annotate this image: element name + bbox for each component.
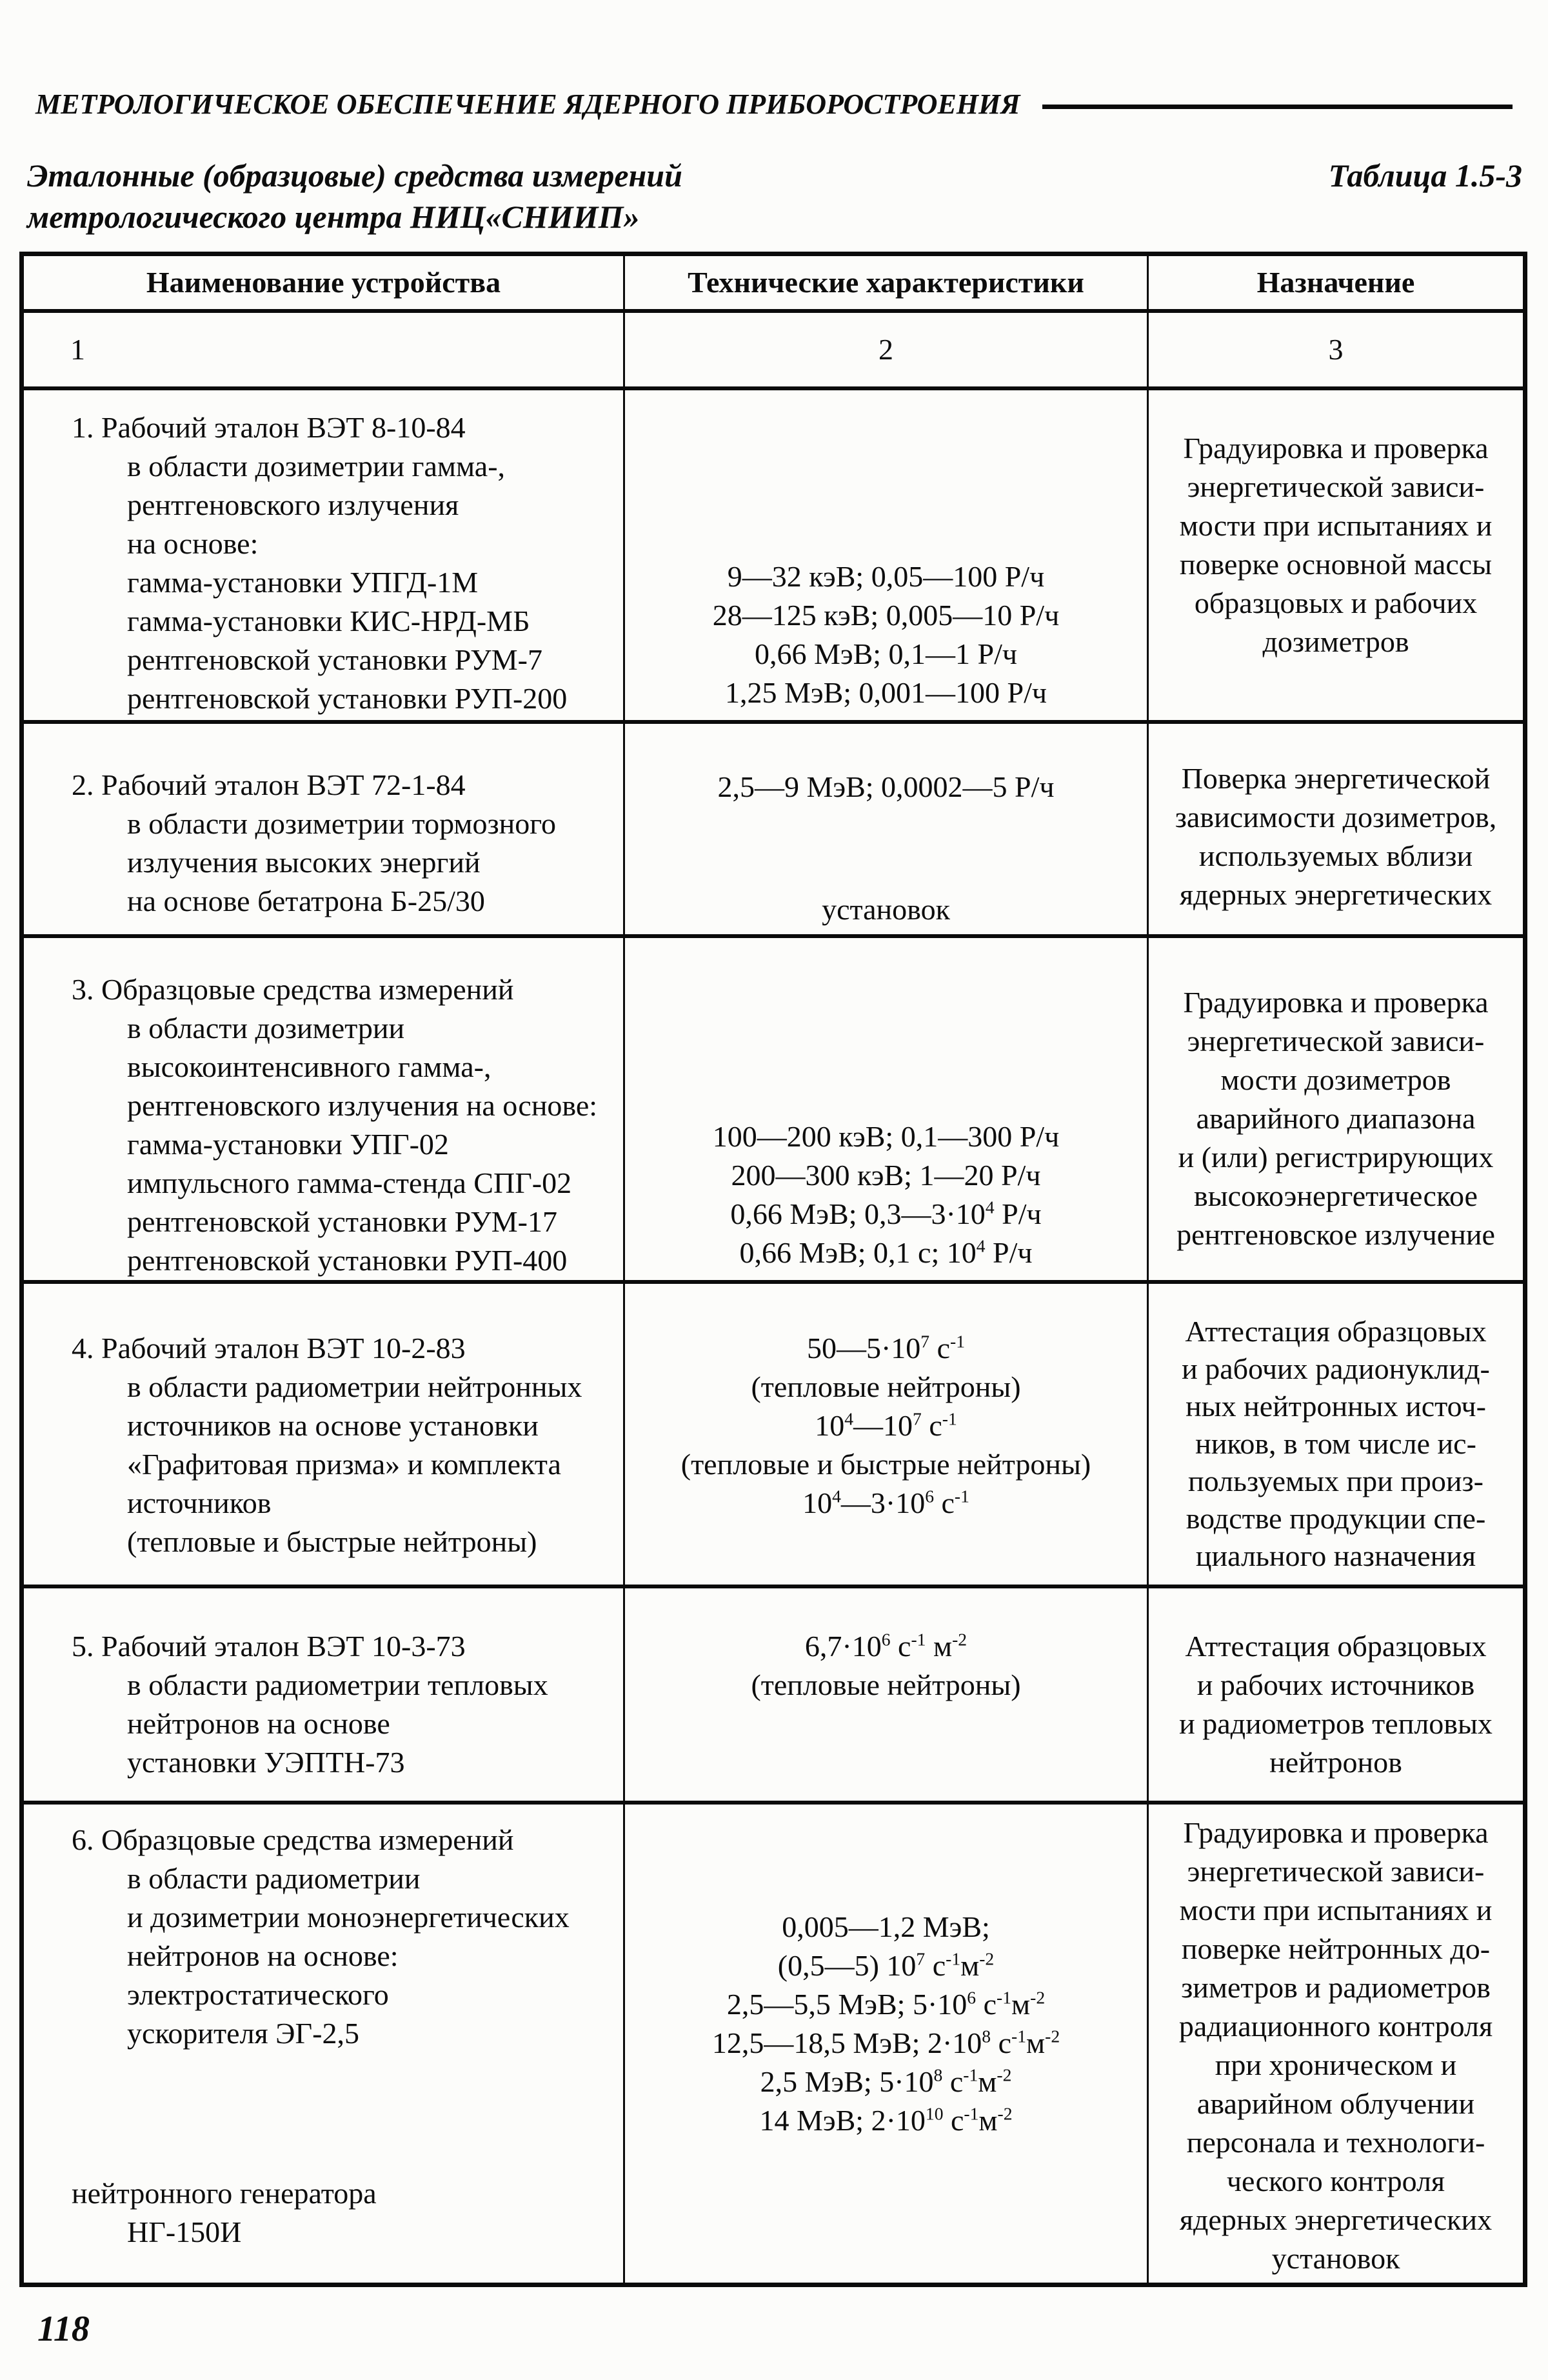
text-line: 200—300 кэВ; 1—20 Р/ч [731,1159,1041,1192]
specs-cell [625,1805,1149,2283]
text-line: электростатического [127,1978,389,2011]
running-header-text: МЕТРОЛОГИЧЕСКОЕ ОБЕСПЕЧЕНИЕ ЯДЕРНОГО ПРИБОРОСТРОЕНИЯ [35,88,1020,120]
purpose-lines [1155,759,1516,914]
text-line: гамма-установки КИС-НРД-МБ [127,605,530,637]
text-line: ядерных энергетических [1179,878,1493,911]
specs-lines [633,557,1139,712]
text-line: (0,5—5) $10^7$ $с^{-1}м^{-2}$ [777,1948,995,1982]
text-line: 6. Образцовые средства измерений [72,1823,514,1856]
purpose-cell [1149,1805,1523,2283]
text-line: и рабочих радионуклид- [1182,1352,1490,1385]
specs-lines [633,1627,1139,1705]
text-line: 5. Рабочий эталон ВЭТ 10-3-73 [72,1630,466,1663]
purpose-cell [1149,1588,1523,1801]
text-line: в области дозиметрии гамма-, [127,450,506,483]
text-line: $10^4—3\cdot 10^6$ $с^{-1}$ [802,1486,969,1519]
specs-cell [625,938,1149,1280]
text-line: мости дозиметров [1220,1063,1451,1096]
text-line: рентгеновского излучения [127,488,459,521]
text-line: циального назначения [1195,1539,1476,1572]
text-line: радиационного контроля [1178,2010,1493,2043]
text-line: аварийного диапазона [1196,1102,1476,1135]
text-line: высокоинтенсивного гамма-, [127,1050,491,1083]
text-line: 3. Образцовые средства измерений [72,973,514,1006]
purpose-lines [1155,983,1516,1254]
text-line: рентгеновской установки РУМ-17 [127,1205,557,1238]
specs-cell [625,724,1149,934]
page-number: 118 [37,2309,90,2349]
text-line: ядерных энергетических [1179,2203,1493,2236]
text-line: дозиметров [1262,625,1409,658]
text-line: ных нейтронных источ- [1186,1390,1486,1423]
table-row [24,1805,1523,2283]
text-line: 1. Рабочий эталон ВЭТ 8-10-84 [72,411,466,444]
purpose-cell [1149,390,1523,720]
specs-cell [625,1588,1149,1801]
device-name-cell [24,390,625,720]
table-row [24,724,1523,938]
document-title-line2: метрологического центра НИЦ«СНИИП» [27,199,640,235]
specs-lines [633,1117,1139,1272]
text-line: излучения высоких энергий [127,846,481,879]
text-line: Градуировка и проверка [1183,1816,1489,1849]
text-line: Аттестация образцовых [1185,1630,1487,1663]
text-line: энергетической зависи- [1187,1025,1485,1057]
equipment-table [19,252,1527,2287]
text-line: (тепловые нейтроны) [751,1668,1021,1701]
specs-lines [633,1908,1139,2140]
text-line: зависимости дозиметров, [1175,801,1497,834]
text-line: 1,25 МэВ; 0,001—100 Р/ч [724,676,1047,709]
text-line: в области радиометрии [127,1862,421,1895]
text-line: и рабочих источников [1196,1668,1475,1701]
text-line: гамма-установки УПГ-02 [127,1128,449,1161]
text-line: рентгеновской установки РУП-400 [127,1244,568,1277]
purpose-lines [1155,1814,1516,2278]
specs-cell [625,1284,1149,1585]
text-line: аварийном облучении [1196,2087,1475,2120]
table-header-row [24,256,1523,313]
text-line: поверке основной массы [1179,548,1493,581]
text-line: нейтронов [1269,1746,1402,1779]
table-row [24,390,1523,724]
text-line: мости при испытаниях и [1179,1894,1493,1926]
device-name-lines [72,1821,611,2053]
text-line: нейтронов на основе [127,1707,390,1740]
text-line: при хроническом и [1215,2048,1457,2081]
text-line: $6,7\cdot 10^6$ $с^{-1}$ $м^{-2}$ [804,1629,968,1663]
table-row [24,938,1523,1284]
text-line: зиметров и радиометров [1181,1971,1491,2004]
text-line: НГ-150И [127,2215,242,2248]
device-name-lines-continued [72,2174,611,2252]
text-line: и радиометров тепловых [1179,1707,1493,1740]
device-name-cell [24,938,625,1280]
device-name-cell [24,724,625,934]
device-name-lines [72,970,611,1280]
text-line: Градуировка и проверка [1183,432,1489,465]
text-line: рентгеновской установки РУП-200 [127,682,568,715]
text-line: Градуировка и проверка [1183,986,1489,1019]
text-line: рентгеновского излучения на основе: [127,1089,598,1122]
text-line: установок [1271,2242,1400,2275]
text-line: водстве продукции спе- [1186,1502,1486,1535]
text-line: и дозиметрии моноэнергетических [127,1901,570,1934]
document-title [27,155,682,237]
column-number-2: 2 [625,313,1149,386]
header-rule [1042,105,1513,109]
text-line: на основе бетатрона Б-25/30 [127,885,485,917]
text-line: ников, в том числе ис- [1195,1427,1476,1460]
purpose-cell [1149,938,1523,1280]
text-line: $10^4—10^7$ $с^{-1}$ [815,1408,957,1442]
text-line: (тепловые и быстрые нейтроны) [127,1525,537,1558]
text-line: ускорителя ЭГ-2,5 [127,2017,359,2050]
text-line: нейтронного генератора [72,2177,377,2210]
text-line: рентгеновской установки РУМ-7 [127,643,542,676]
text-line: 0,66 МэВ; 0,1 с; $10^4$ Р/ч [739,1235,1033,1269]
running-header [35,90,1513,119]
specs-cell [625,390,1149,720]
text-line: гамма-установки УПГД-1М [127,566,479,599]
text-line: в области дозиметрии [127,1012,405,1045]
text-line: в области дозиметрии тормозного [127,807,557,840]
text-line: 12,5—18,5 МэВ; $2\cdot 10^8$ $с^{-1}м^{-2}$ [711,2026,1060,2059]
column-number-3: 3 [1328,333,1344,366]
text-line: поверке нейтронных до- [1181,1932,1491,1965]
text-line: персонала и технологи- [1186,2126,1485,2159]
specs-lines [633,768,1139,806]
text-line: (тепловые и быстрые нейтроны) [680,1448,1091,1481]
text-line: Поверка энергетической [1181,762,1491,795]
table-row [24,1284,1523,1588]
text-line: в области радиометрии тепловых [127,1668,548,1701]
column-header-purpose: Назначение [1256,266,1415,299]
text-line: 4. Рабочий эталон ВЭТ 10-2-83 [72,1332,466,1365]
text-line: источников [127,1486,272,1519]
text-line: энергетической зависи- [1187,1855,1485,1888]
text-line: $50—5\cdot 10^7$ $с^{-1}$ [806,1331,966,1365]
device-name-cell [24,1588,625,1801]
text-line: ческого контроля [1226,2165,1445,2197]
text-line: Аттестация образцовых [1185,1315,1487,1348]
device-name-cell [24,1284,625,1585]
device-name-lines [72,1627,611,1782]
text-line: мости при испытаниях и [1179,509,1493,542]
document-title-line1: Эталонные (образцовые) средства измерений [27,157,682,194]
text-line: 2,5—5,5 МэВ; $5\cdot 10^6$ $с^{-1}м^{-2}$ [726,1987,1046,2021]
text-line: высокоэнергетическое [1194,1179,1478,1212]
purpose-lines [1155,1313,1516,1575]
overflow-word: установок [822,893,950,926]
purpose-cell [1149,724,1523,934]
text-line: пользуемых при произ- [1188,1465,1484,1497]
table-label: Таблица 1.5-3 [1328,157,1522,194]
device-name-lines [72,408,611,718]
text-line: 2,5 МэВ; $5\cdot 10^8$ $с^{-1}м^{-2}$ [760,2065,1012,2098]
text-line: 2. Рабочий эталон ВЭТ 72-1-84 [72,768,466,801]
column-header-specs: Технические характеристики [625,256,1149,309]
text-line: импульсного гамма-стенда СПГ-02 [127,1166,572,1199]
purpose-cell [1149,1284,1523,1585]
column-number-1: 1 [24,313,625,386]
text-line: «Графитовая призма» и комплекта [127,1448,561,1481]
text-line: и (или) регистрирующих [1178,1141,1494,1174]
text-line: 0,66 МэВ; $0,3—3\cdot 10^4$ Р/ч [730,1197,1042,1230]
text-line: установки УЭПТН-73 [127,1746,405,1779]
text-line: на основе: [127,527,259,560]
column-header-name: Наименование устройства [24,256,625,309]
text-line: источников на основе установки [127,1409,539,1442]
text-line: 2,5—9 МэВ; 0,0002—5 Р/ч [717,770,1055,803]
text-line: 14 МэВ; $2\cdot 10^{10}$ $с^{-1}м^{-2}$ [759,2103,1013,2137]
specs-lines [633,1329,1139,1523]
text-line: рентгеновское излучение [1176,1218,1495,1251]
text-line: используемых вблизи [1198,839,1473,872]
device-name-lines [72,1329,611,1561]
text-line: 0,005—1,2 МэВ; [782,1910,990,1943]
text-line: нейтронов на основе: [127,1939,399,1972]
device-name-lines [72,766,611,921]
text-line: 28—125 кэВ; 0,005—10 Р/ч [712,599,1060,632]
column-number-row [24,313,1523,390]
text-line: 100—200 кэВ; 0,1—300 Р/ч [712,1120,1060,1153]
purpose-lines [1155,1627,1516,1782]
text-line: (тепловые нейтроны) [751,1370,1021,1403]
device-name-cell [24,1805,625,2283]
table-row [24,1588,1523,1805]
text-line: 9—32 кэВ; 0,05—100 Р/ч [727,560,1045,593]
text-line: 0,66 МэВ; 0,1—1 Р/ч [754,637,1018,670]
purpose-lines [1155,429,1516,661]
text-line: энергетической зависи- [1187,470,1485,503]
text-line: образцовых и рабочих [1194,586,1478,619]
text-line: в области радиометрии нейтронных [127,1370,582,1403]
